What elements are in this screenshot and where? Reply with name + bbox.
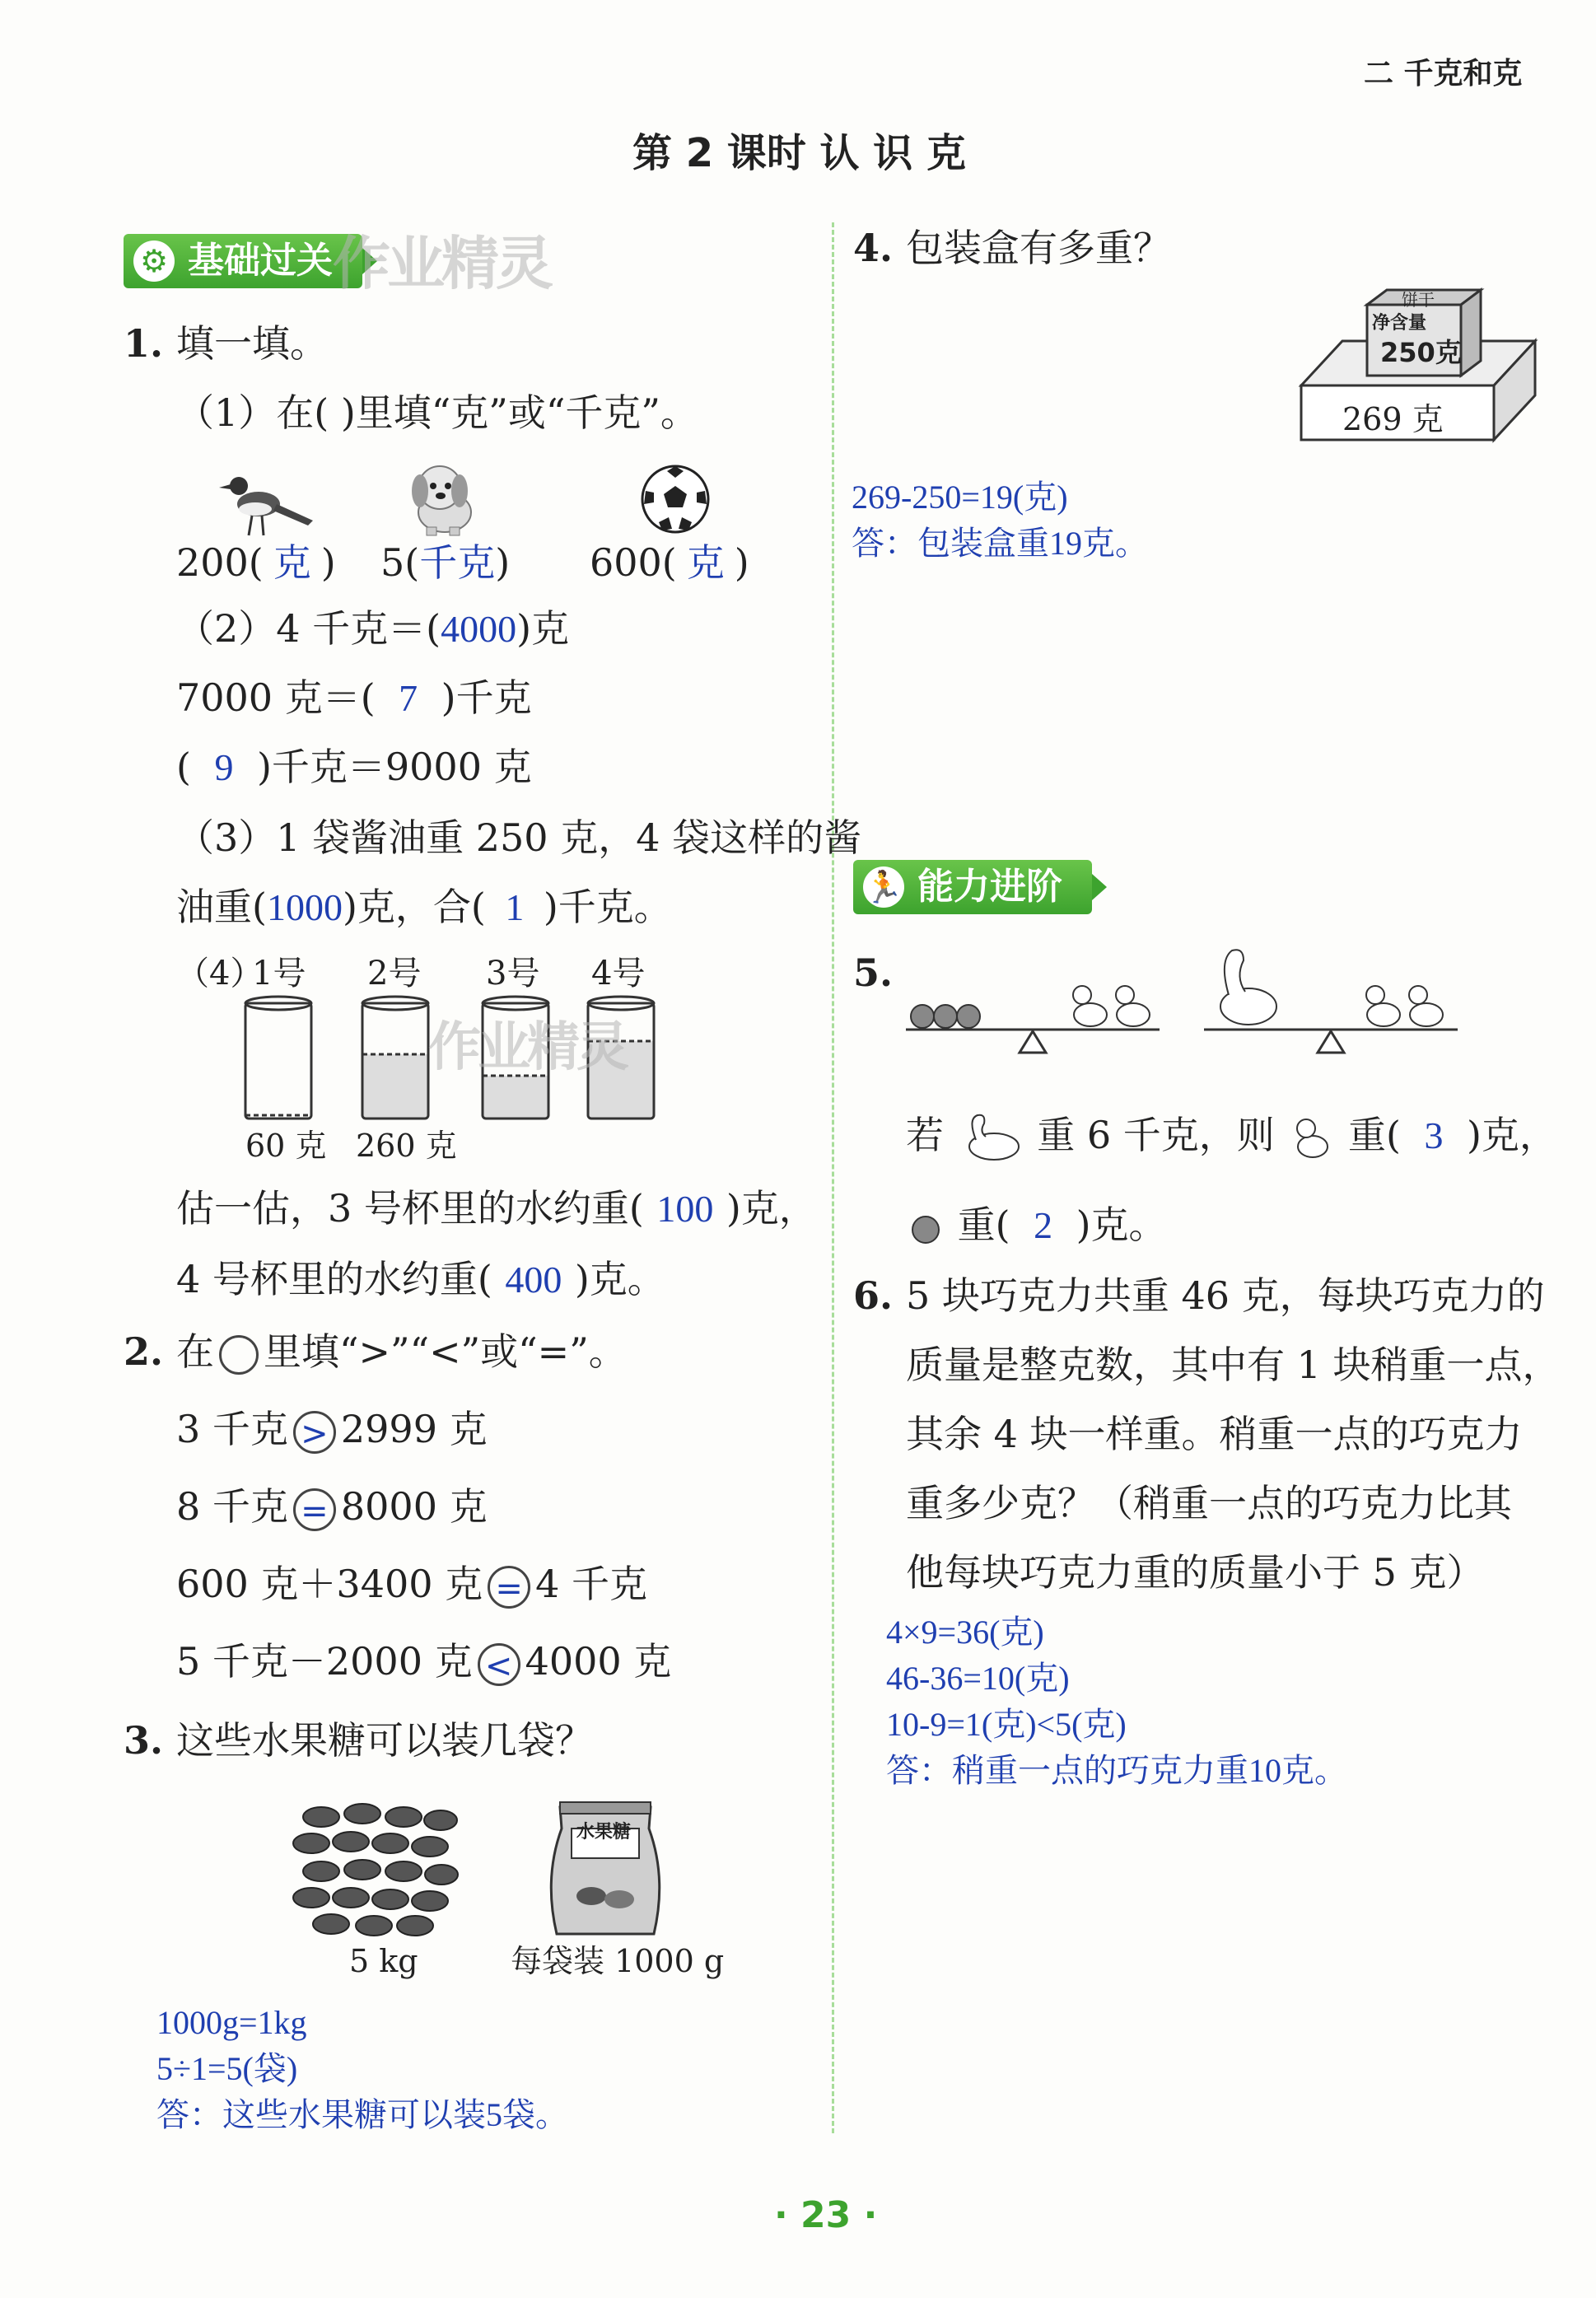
q3-answer-1: 5÷1=5(袋) xyxy=(156,2050,298,2087)
q1-part4-line1: 估一估，3 号杯里的水约重( 100 )克， xyxy=(176,1186,817,1231)
q1-part1: （1）在( )里填“克”或“千克”。 xyxy=(176,390,698,435)
section-badge-basic: ⚙ 基础过关 xyxy=(124,234,362,288)
chapter-header: 二 千克和克 xyxy=(1364,57,1523,91)
duckling-group-left xyxy=(1073,986,1150,1026)
candy-bag-icon xyxy=(544,1796,667,1941)
q4-title: 包装盒有多重？ xyxy=(906,226,1171,270)
lesson-title: 第 2 课时 认 识 克 xyxy=(632,130,966,176)
cup-1 xyxy=(245,997,311,1119)
q3-number: 3. xyxy=(124,1718,164,1763)
q6-line-3: 重多少克？（稍重一点的巧克力比其 xyxy=(906,1481,1512,1525)
duckling-icon xyxy=(1286,1114,1336,1163)
watermark-2: 作业精灵 xyxy=(428,1017,626,1078)
balance-scale-illustration xyxy=(903,944,1463,1063)
q6-number: 6. xyxy=(853,1273,894,1318)
runner-icon: 🏃 xyxy=(863,866,904,908)
cup-label-1: 1号 xyxy=(252,955,306,993)
magpie-icon xyxy=(216,466,315,537)
page-number: · 23 · xyxy=(774,2194,878,2236)
cup-label-2: 2号 xyxy=(367,955,422,993)
q3-caption-1: 5 kg xyxy=(349,1943,418,1979)
q2-row-1: 8 千克 = 8000 克 xyxy=(176,1484,488,1530)
q5-line2: 重( 2 )克。 xyxy=(906,1206,1167,1248)
q4-number: 4. xyxy=(853,226,894,270)
q1-part2-b: 7000 克＝( 7 )千克 xyxy=(176,675,532,720)
puppy-icon xyxy=(397,458,496,537)
q1-item-0: 200( 克 ) xyxy=(176,540,336,585)
q5-number: 5. xyxy=(853,950,894,995)
q1-part2-c: ( 9 )千克＝9000 克 xyxy=(176,745,532,789)
q6-line-0: 5 块巧克力共重 46 克，每块巧克力的 xyxy=(906,1273,1545,1318)
gear-icon: ⚙ xyxy=(133,241,175,282)
q6-line-1: 质量是整克数，其中有 1 块稍重一点， xyxy=(906,1343,1561,1387)
cup-label-3: 3号 xyxy=(486,955,540,993)
cup-weight-1: 60 克 xyxy=(245,1128,327,1164)
box-weight-label: 250克 xyxy=(1380,337,1462,368)
q3-caption-2: 每袋装 1000 g xyxy=(511,1943,725,1979)
q5-line1: 若 重 6 千克，则 重( 3 )克， xyxy=(906,1114,1557,1163)
cup-label-4: 4号 xyxy=(591,955,646,993)
goose-right xyxy=(1220,950,1276,1025)
q1-part2-a: （2）4 千克＝(4000)克 xyxy=(176,606,570,651)
q3-answer-2: 答：这些水果糖可以装5袋。 xyxy=(156,2096,568,2133)
q6-answer-1: 46-36=10(克) xyxy=(886,1660,1070,1697)
blank-circle-icon xyxy=(219,1335,259,1375)
watermark: 作业精灵 xyxy=(333,230,550,297)
candy-pile-icon xyxy=(288,1792,461,1941)
q1-part3-line2: 油重(1000)克，合( 1 )千克。 xyxy=(176,885,672,929)
q2-title: 在 里填“>”“<”或“=”。 xyxy=(176,1329,627,1374)
box-total-label: 269 克 xyxy=(1342,401,1444,437)
candy-bag-label: 水果糖 xyxy=(576,1822,632,1843)
q1-title: 填一填。 xyxy=(176,321,328,366)
q1-part4-label: （4） xyxy=(176,955,264,993)
q6-answer-0: 4×9=36(克) xyxy=(886,1614,1044,1651)
q3-title: 这些水果糖可以装几袋？ xyxy=(176,1718,593,1763)
box-top-label: 饼干 xyxy=(1402,290,1435,310)
dot-right: · xyxy=(851,2194,878,2236)
box-mid-label: 净含量 xyxy=(1372,313,1427,334)
q2-row-0: 3 千克 > 2999 克 xyxy=(176,1407,488,1453)
q1-part3-line1: （3）1 袋酱油重 250 克，4 袋这样的酱 xyxy=(176,815,862,860)
q6-answer-2: 10-9=1(克)<5(克) xyxy=(886,1706,1127,1743)
q1-item-2: 600( 克 ) xyxy=(590,540,749,585)
duckling-group-right xyxy=(1366,986,1443,1026)
q2-number: 2. xyxy=(124,1329,164,1374)
q1-part4-line2: 4 号杯里的水约重( 400 )克。 xyxy=(176,1257,665,1301)
cup-2 xyxy=(362,997,428,1119)
q3-answer-0: 1000g=1kg xyxy=(156,2004,307,2041)
column-divider xyxy=(832,222,834,2133)
q6-answer-3: 答：稍重一点的巧克力重10克。 xyxy=(886,1752,1347,1789)
q4-answer-1: 答：包装盒重19克。 xyxy=(852,525,1148,562)
q2-row-2: 600 克＋3400 克 = 4 千克 xyxy=(176,1562,648,1608)
q1-number: 1. xyxy=(124,321,164,366)
q2-row-3: 5 千克－2000 克 < 4000 克 xyxy=(176,1639,672,1685)
q4-answer-0: 269-250=19(克) xyxy=(852,479,1068,516)
cup-weight-2: 260 克 xyxy=(356,1128,457,1164)
q6-line-4: 他每块巧克力重的质量小于 5 克） xyxy=(906,1550,1485,1595)
section-badge-advanced: 🏃 能力进阶 xyxy=(853,860,1092,914)
q6-line-2: 其余 4 块一样重。稍重一点的巧克力 xyxy=(906,1412,1523,1456)
chick-group-left xyxy=(911,1005,980,1028)
soccer-ball-icon xyxy=(639,463,712,535)
dot-left: · xyxy=(774,2194,801,2236)
goose-icon xyxy=(956,1114,1025,1163)
chick-icon xyxy=(906,1208,945,1248)
q1-item-1: 5(千克) xyxy=(380,540,511,585)
